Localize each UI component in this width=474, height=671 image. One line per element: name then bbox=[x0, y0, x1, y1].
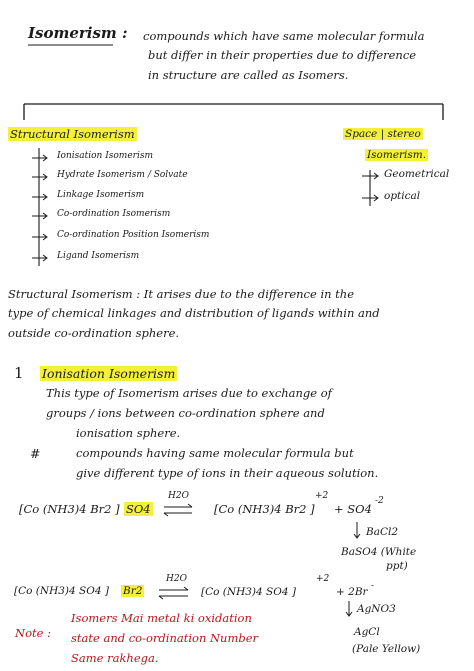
stereo-item-geometrical: Geometrical bbox=[384, 168, 450, 180]
stereo-item-optical: optical bbox=[384, 190, 421, 202]
reaction2-product-charge: +2 bbox=[316, 574, 330, 584]
reaction2-ion-charge: - bbox=[371, 581, 375, 591]
structural-item-coordination-position: Co-ordination Position Isomerism bbox=[57, 230, 210, 240]
structural-item-ionisation: Ionisation Isomerism bbox=[57, 151, 153, 161]
reaction2-product-complex: [Co (NH3)4 SO4 ] bbox=[201, 586, 296, 598]
reaction1-condition: H2O bbox=[168, 491, 189, 501]
stereo-heading-2: Isomerism. bbox=[367, 149, 427, 161]
structural-item-linkage: Linkage Isomerism bbox=[57, 190, 145, 200]
definition-line-2: but differ in their properties due to difference bbox=[148, 48, 417, 62]
ionisation-line-1: This type of Isomerism arises due to exchange of bbox=[46, 386, 332, 400]
note-label: Note : bbox=[15, 626, 51, 640]
ionisation-line-2: groups / ions between co-ordination sphere and bbox=[46, 406, 325, 420]
ionisation-line-3: ionisation sphere. bbox=[76, 426, 181, 440]
structural-def-line-2: type of chemical linkages and distribution of ligands within and bbox=[8, 306, 380, 320]
reaction1-ion-charge: -2 bbox=[375, 496, 384, 506]
structural-def-line-3: outside co-ordination sphere. bbox=[8, 326, 180, 340]
ionisation-note-line-2: give different type of ions in their aqueous solution. bbox=[76, 466, 379, 480]
note-line-3: Same rakhega. bbox=[71, 651, 159, 665]
hash-mark: # bbox=[30, 446, 41, 461]
reaction2-precipitate: AgCl bbox=[354, 626, 380, 638]
reaction2-reactant-counterion: Br2 bbox=[123, 585, 143, 597]
reaction1-precipitate-ppt: ppt) bbox=[386, 560, 408, 572]
structural-item-ligand: Ligand Isomerism bbox=[57, 251, 140, 261]
reaction1-down-arrow bbox=[354, 522, 360, 538]
reaction2-precipitate-colour: (Pale Yellow) bbox=[352, 643, 421, 655]
reaction2-equilibrium-arrows bbox=[159, 587, 188, 599]
ionisation-note-line-1: compounds having same molecular formula but bbox=[76, 446, 354, 460]
reaction1-product-ion: + SO4 bbox=[334, 502, 372, 516]
structural-def-line-1: Structural Isomerism : It arises due to the difference in the bbox=[8, 287, 355, 301]
page-title: Isomerism : bbox=[28, 24, 128, 42]
reaction1-product-complex: [Co (NH3)4 Br2 ] bbox=[214, 502, 315, 516]
reaction1-equilibrium-arrows bbox=[164, 504, 192, 516]
reaction2-down-arrow bbox=[346, 601, 352, 616]
definition-line-3: in structure are called as Isomers. bbox=[148, 68, 349, 82]
note-line-1: Isomers Mai metal ki oxidation bbox=[71, 611, 252, 625]
structural-item-hydrate: Hydrate Isomerism / Solvate bbox=[57, 170, 188, 180]
reaction1-product-charge: +2 bbox=[315, 491, 329, 501]
structural-heading: Structural Isomerism bbox=[10, 127, 135, 141]
ionisation-heading: Ionisation Isomerism bbox=[42, 366, 176, 381]
reaction1-reagent: BaCl2 bbox=[366, 526, 399, 538]
reaction2-product-ion: + 2Br bbox=[336, 586, 368, 598]
reaction1-reactant-complex: [Co (NH3)4 Br2 ] bbox=[19, 502, 120, 516]
note-line-2: state and co-ordination Number bbox=[71, 631, 259, 645]
definition-line-1: compounds which have same molecular formula bbox=[143, 29, 425, 43]
reaction2-reagent: AgNO3 bbox=[357, 603, 396, 615]
stereo-heading-1: Space | stereo bbox=[345, 128, 421, 140]
reaction2-condition: H2O bbox=[166, 574, 187, 584]
structural-item-coordination: Co-ordination Isomerism bbox=[57, 209, 171, 219]
reaction1-precipitate: BaSO4 (White bbox=[341, 546, 417, 558]
reaction2-reactant-complex: [Co (NH3)4 SO4 ] bbox=[14, 585, 109, 597]
section-number: 1 bbox=[14, 364, 24, 382]
reaction1-reactant-counterion: SO4 bbox=[126, 502, 151, 516]
